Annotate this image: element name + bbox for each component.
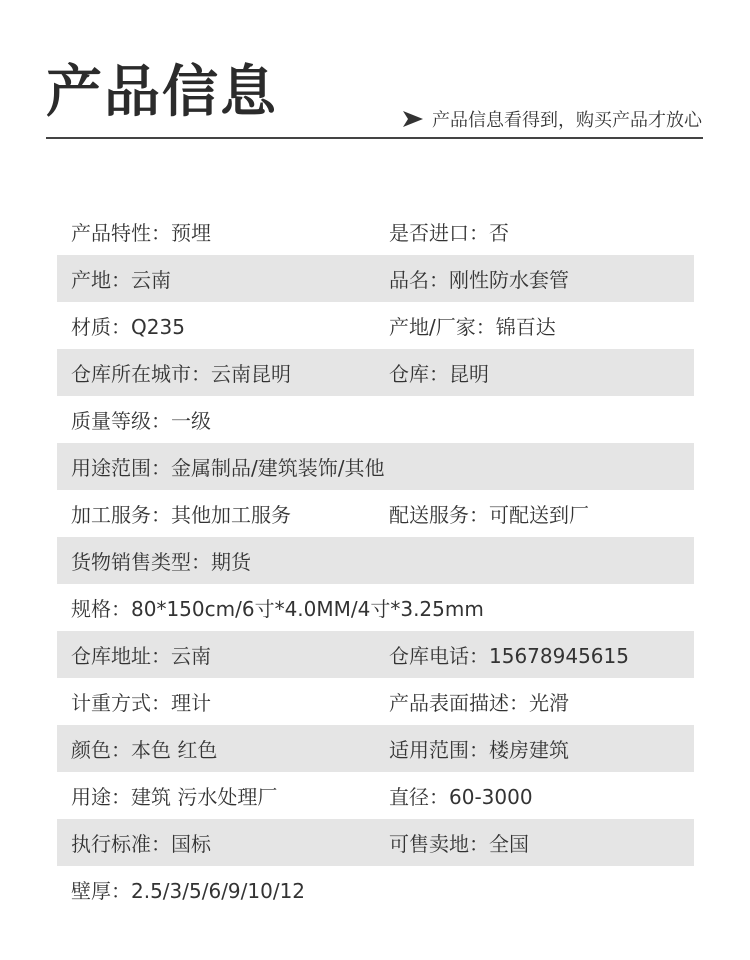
spec-cell: 货物销售类型：期货 xyxy=(71,550,251,574)
spec-cell: 产地：云南 xyxy=(71,268,171,292)
table-row xyxy=(57,631,694,678)
table-row xyxy=(57,772,694,819)
spec-cell: 产品表面描述：光滑 xyxy=(389,691,569,715)
spec-cell: 用途范围：金属制品/建筑装饰/其他 xyxy=(71,456,385,480)
spec-cell: 质量等级：一级 xyxy=(71,409,211,433)
spec-cell: 用途：建筑 污水处理厂 xyxy=(71,785,278,809)
spec-cell: 加工服务：其他加工服务 xyxy=(71,503,291,527)
arrow-right-icon xyxy=(402,110,424,128)
table-row xyxy=(57,443,694,490)
spec-cell: 适用范围：楼房建筑 xyxy=(389,738,569,762)
header xyxy=(0,0,750,140)
table-row xyxy=(57,490,694,537)
table-row xyxy=(57,349,694,396)
spec-cell: 壁厚：2.5/3/5/6/9/10/12 xyxy=(71,879,306,903)
table-row xyxy=(57,584,694,631)
table-row xyxy=(57,396,694,443)
table-row xyxy=(57,819,694,866)
spec-cell: 规格：80*150cm/6寸*4.0MM/4寸*3.25mm xyxy=(71,597,484,621)
spec-cell: 仓库地址：云南 xyxy=(71,644,211,668)
subtitle-wrap xyxy=(402,104,702,134)
spec-cell: 仓库所在城市：云南昆明 xyxy=(71,362,291,386)
spec-cell: 颜色：本色 红色 xyxy=(71,738,218,762)
subtitle: 产品信息看得到，购买产品才放心 xyxy=(432,110,702,131)
table-row xyxy=(57,537,694,584)
spec-cell: 直径：60-3000 xyxy=(389,785,533,809)
spec-cell: 可售卖地：全国 xyxy=(389,832,529,856)
table-row xyxy=(57,255,694,302)
spec-cell: 配送服务：可配送到厂 xyxy=(389,503,589,527)
table-row xyxy=(57,866,694,913)
product-info-table xyxy=(57,208,694,913)
spec-cell: 品名：刚性防水套管 xyxy=(389,268,569,292)
spec-cell: 材质：Q235 xyxy=(71,315,185,339)
spec-cell: 产地/厂家：锦百达 xyxy=(389,315,556,339)
table-row xyxy=(57,678,694,725)
table-row xyxy=(57,208,694,255)
table-row xyxy=(57,725,694,772)
spec-cell: 仓库电话：15678945615 xyxy=(389,644,629,668)
table-row xyxy=(57,302,694,349)
spec-cell: 是否进口：否 xyxy=(389,221,509,245)
spec-cell: 计重方式：理计 xyxy=(71,691,211,715)
page-title: 产品信息 xyxy=(46,60,278,125)
spec-cell: 执行标准：国标 xyxy=(71,832,211,856)
spec-cell: 产品特性：预埋 xyxy=(71,221,211,245)
spec-cell: 仓库：昆明 xyxy=(389,362,489,386)
header-divider xyxy=(46,137,703,139)
